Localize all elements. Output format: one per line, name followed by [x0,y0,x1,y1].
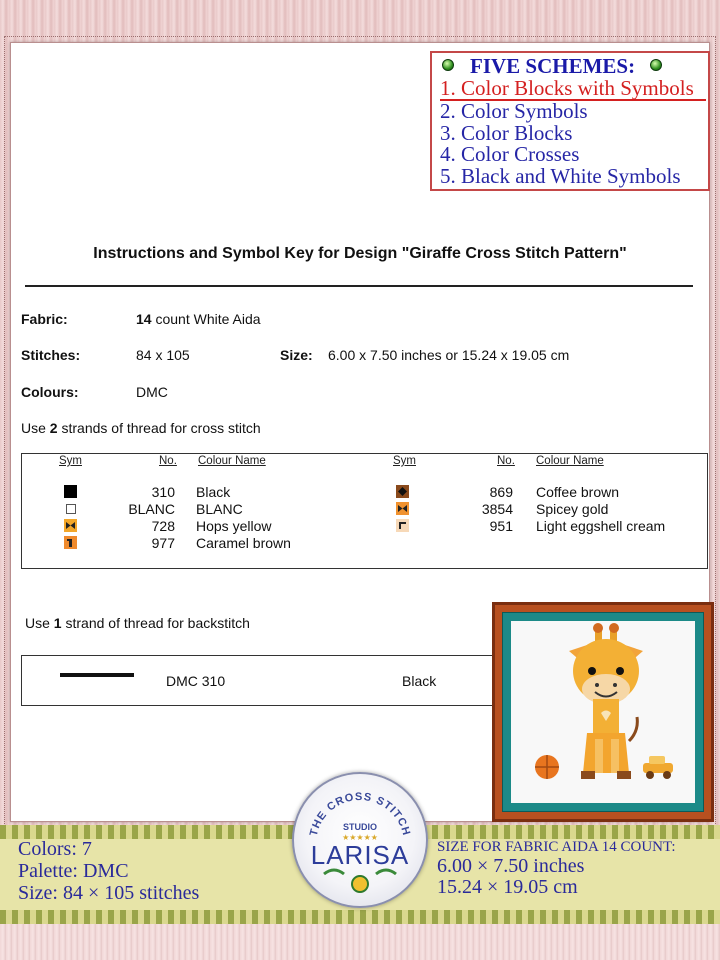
decorative-border [0,910,720,924]
symbol-728 [64,519,77,532]
key-no: 728 [151,518,175,534]
no-header: No. [159,455,177,467]
giraffe-image [511,621,683,791]
sym-header: Sym [393,455,416,467]
logo-studio-text: STUDIO [342,822,378,832]
pattern-info-left [18,838,199,904]
cross-stitch-note: Use 2 strands of thread for cross stitch [21,420,261,436]
bullet-icon [442,59,454,71]
page-title: Instructions and Symbol Key for Design "Giraffe Cross Stitch Pattern" [93,245,627,262]
scheme-item-color-crosses[interactable]: 4. Color Crosses [440,142,580,166]
colour-name-header: Colour Name [536,455,604,467]
backstitch-name: Black [402,673,437,689]
symbol-3854 [396,502,409,515]
pattern-preview-frame [492,602,714,822]
key-no: 3854 [481,501,513,517]
stitches-label: Stitches: [21,347,81,363]
key-no: 310 [151,484,175,500]
scheme-item-black-white-symbols[interactable]: 5. Black and White Symbols [440,163,681,188]
stitch-size: Size: 84 × 105 stitches [18,882,200,904]
colour-name-header: Colour Name [198,455,266,467]
symbol-310 [64,485,77,498]
scheme-item-color-blocks[interactable]: 3. Color Blocks [440,120,573,145]
giraffe-preview [511,621,695,803]
divider [25,285,693,287]
stitches-value: 84 x 105 [136,347,190,363]
symbol-blanc [66,504,76,514]
size-value: 6.00 x 7.50 inches or 15.24 x 19.05 cm [328,347,570,363]
size-title: SIZE FOR FABRIC AIDA 14 COUNT: [437,839,676,855]
logo-stars: ★★★★★ [342,833,378,842]
key-name: Caramel brown [196,535,291,551]
key-no: BLANC [128,501,175,517]
schemes-box [430,51,710,191]
pattern-info-right [437,838,676,898]
scheme-item-color-blocks-symbols[interactable]: 1. Color Blocks with Symbols [440,78,706,102]
size-cm: 15.24 × 19.05 cm [437,876,578,898]
key-no: 951 [489,518,513,534]
key-name: Light eggshell cream [536,518,666,534]
key-no: 869 [489,484,513,500]
key-name: BLANC [196,501,243,517]
key-name: Hops yellow [196,518,272,534]
studio-logo [292,772,428,908]
colours-label: Colours: [21,384,79,400]
palette: Palette: DMC [18,860,129,882]
fabric-value: 14 count White Aida [136,311,261,327]
backstitch-line-sample [60,673,134,677]
logo-name: LARISA [310,840,410,870]
no-header: No. [497,455,515,467]
key-name: Spicey gold [536,501,609,517]
key-no: 977 [151,535,175,551]
key-name: Coffee brown [536,484,620,500]
colors-count: Colors: 7 [18,838,92,860]
scheme-item-color-symbols[interactable]: 2. Color Symbols [440,99,588,123]
size-inches: 6.00 × 7.50 inches [437,855,585,877]
symbol-869 [396,485,409,498]
logo-arc-text: THE CROSS STITCH [307,790,413,838]
symbol-951 [396,519,409,532]
logo-graphic [294,774,426,906]
sym-header: Sym [59,455,82,467]
fabric-label: Fabric: [21,311,68,327]
colours-value: DMC [136,384,168,400]
backstitch-note: Use 1 strand of thread for backstitch [25,615,250,631]
backstitch-code: DMC 310 [166,673,226,689]
bullet-icon [650,59,662,71]
symbol-977 [64,536,77,549]
backstitch-table [21,655,541,706]
size-label: Size: [280,347,313,363]
symbol-key-table [21,453,708,569]
schemes-title: FIVE SCHEMES: [440,56,708,78]
key-name: Black [196,484,231,500]
